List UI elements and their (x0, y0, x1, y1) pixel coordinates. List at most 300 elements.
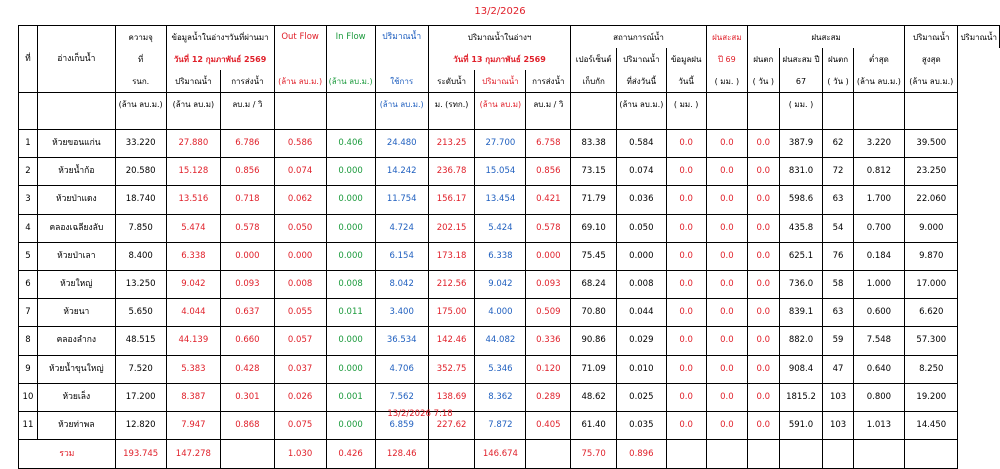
usable-volume: 7.562 (375, 383, 428, 411)
max-volume: 39.500 (905, 130, 958, 158)
total-empty (526, 440, 571, 469)
total-percent: 75.70 (571, 440, 617, 469)
percent-sub: เก็บกัก (571, 70, 617, 93)
reservoir-name: ห้วยน้ำขุนใหญ่ (37, 355, 115, 383)
rain-69: 0.0 (706, 270, 747, 298)
row-no: 8 (19, 327, 38, 355)
cur-volume: 15.054 (475, 158, 526, 186)
cur-release: 0.000 (526, 242, 571, 270)
water-level: 212.56 (428, 270, 475, 298)
release-today: 0.035 (617, 411, 667, 439)
cur-release: 0.289 (526, 383, 571, 411)
total-cur-volume: 146.674 (475, 440, 526, 469)
prev-release: 0.578 (221, 214, 274, 242)
rain-days-69: 0.0 (748, 355, 780, 383)
row-no: 3 (19, 186, 38, 214)
inflow: 0.000 (326, 411, 375, 439)
cur-volume: 13.454 (475, 186, 526, 214)
rain67-header: ฝนสะสม ปี (779, 48, 823, 70)
rain-days-69: 0.0 (748, 186, 780, 214)
release-today: 0.025 (617, 383, 667, 411)
max-volume: 57.300 (905, 327, 958, 355)
reservoir-name: ห้วยนา (37, 299, 115, 327)
water-level: 138.69 (428, 383, 475, 411)
cur-release: 0.120 (526, 355, 571, 383)
table-row (19, 130, 1000, 158)
spacer-cell (326, 115, 375, 130)
release-today: 0.008 (617, 270, 667, 298)
cur-volume: 9.042 (475, 270, 526, 298)
capacity: 7.850 (115, 214, 166, 242)
inflow: 0.000 (326, 158, 375, 186)
max-volume-unit: (ล้าน ลบ.ม.) (905, 70, 958, 93)
total-empty (748, 440, 780, 469)
prev-release: 0.000 (221, 242, 274, 270)
max-volume: 23.250 (905, 158, 958, 186)
prev-volume-header: ปริมาณน้ำ (166, 70, 221, 93)
inflow: 0.000 (326, 327, 375, 355)
table-row (19, 214, 1000, 242)
rain-today: 0.0 (666, 299, 706, 327)
rain-today: 0.0 (666, 383, 706, 411)
cur-volume: 27.700 (475, 130, 526, 158)
rain-67: 882.0 (779, 327, 823, 355)
prev-release: 0.428 (221, 355, 274, 383)
max-volume: 8.250 (905, 355, 958, 383)
prev-release: 0.868 (221, 411, 274, 439)
row-no: 6 (19, 270, 38, 298)
spacer-cell (526, 115, 571, 130)
rain-days-69: 0.0 (748, 242, 780, 270)
prev-release: 6.786 (221, 130, 274, 158)
inflow-sub (326, 48, 375, 70)
total-outflow: 1.030 (274, 440, 326, 469)
spacer-cell (779, 115, 823, 130)
rain-67: 1815.2 (779, 383, 823, 411)
total-capacity: 193.745 (115, 440, 166, 469)
rain-69: 0.0 (706, 158, 747, 186)
spacer-cell (37, 115, 115, 130)
cur-volume: 5.424 (475, 214, 526, 242)
rain-69: 0.0 (706, 130, 747, 158)
cur-release: 0.421 (526, 186, 571, 214)
outflow: 0.075 (274, 411, 326, 439)
reservoir-name: คลองเฉลียงลับ (37, 214, 115, 242)
cur-volume: 7.872 (475, 411, 526, 439)
prev-volume: 9.042 (166, 270, 221, 298)
min-volume: 0.600 (853, 299, 904, 327)
release-today-unit: (ล้าน ลบ.ม.) (617, 93, 667, 116)
unit-cell (571, 93, 617, 116)
rain-days67-unit: ( วัน ) (823, 70, 853, 93)
rain-67: 625.1 (779, 242, 823, 270)
percent-storage: 71.09 (571, 355, 617, 383)
rain-67: 591.0 (779, 411, 823, 439)
status-group-header: สถานการณ์น้ำ (571, 26, 706, 49)
water-level: 227.62 (428, 411, 475, 439)
spacer-cell (475, 115, 526, 130)
row-no: 2 (19, 158, 38, 186)
min-volume: 1.013 (853, 411, 904, 439)
rain-today: 0.0 (666, 158, 706, 186)
prev-volume: 6.338 (166, 242, 221, 270)
percent-storage: 83.38 (571, 130, 617, 158)
cur-volume: 4.000 (475, 299, 526, 327)
total-empty (905, 440, 958, 469)
col-reservoir-header: อ่างเก็บน้ำ (37, 26, 115, 93)
rain-days-67: 54 (823, 214, 853, 242)
reservoir-table (18, 25, 1000, 469)
rain-group-header: ฝนสะสม (748, 26, 905, 49)
max-volume: 9.000 (905, 214, 958, 242)
capacity: 17.200 (115, 383, 166, 411)
max-volume-header: ปริมาณน้ำ (958, 26, 1000, 49)
percent-storage: 75.45 (571, 242, 617, 270)
prev-group-header: ข้อมูลน้ำในอ่างฯวันที่ผ่านมา (166, 26, 274, 49)
rain-67: 831.0 (779, 158, 823, 186)
cur-release: 0.093 (526, 270, 571, 298)
outflow: 0.008 (274, 270, 326, 298)
outflow: 0.037 (274, 355, 326, 383)
cur-volume: 8.362 (475, 383, 526, 411)
rain-days69-header: ฝนตก (748, 48, 780, 70)
rain-69: 0.0 (706, 214, 747, 242)
table-header (19, 26, 1000, 130)
cur-release: 0.856 (526, 158, 571, 186)
rain69-header: ฝนสะสม (706, 26, 747, 49)
cur-volume: 5.346 (475, 355, 526, 383)
cur-volume-unit: (ล้าน ลบ.ม) (475, 93, 526, 116)
capacity-unit2: (ล้าน ลบ.ม.) (115, 93, 166, 116)
percent-storage: 90.86 (571, 327, 617, 355)
release-today: 0.044 (617, 299, 667, 327)
capacity: 5.650 (115, 299, 166, 327)
row-no: 9 (19, 355, 38, 383)
capacity-sub: ที่ (115, 48, 166, 70)
cur-volume: 44.082 (475, 327, 526, 355)
water-level: 213.25 (428, 130, 475, 158)
spacer-cell (617, 115, 667, 130)
rain-69: 0.0 (706, 355, 747, 383)
row-no: 11 (19, 411, 38, 439)
rain69-sub: ปี 69 (706, 48, 747, 70)
cur-volume-header: ปริมาณน้ำ (475, 70, 526, 93)
rain-69: 0.0 (706, 411, 747, 439)
percent-storage: 70.80 (571, 299, 617, 327)
rain-69: 0.0 (706, 186, 747, 214)
prev-volume: 7.947 (166, 411, 221, 439)
rain-days-69: 0.0 (748, 299, 780, 327)
percent-storage: 61.40 (571, 411, 617, 439)
unit-cell (19, 93, 38, 116)
prev-release: 0.660 (221, 327, 274, 355)
rain-days-67: 58 (823, 270, 853, 298)
total-inflow: 0.426 (326, 440, 375, 469)
table-row (19, 242, 1000, 270)
inflow: 0.000 (326, 355, 375, 383)
rain-days-67: 103 (823, 383, 853, 411)
inflow-header: In Flow (326, 26, 375, 49)
capacity: 8.400 (115, 242, 166, 270)
cur-release-header: การส่งน้ำ (526, 70, 571, 93)
rain-days67-header: ฝนตก (823, 48, 853, 70)
rain-today: 0.0 (666, 327, 706, 355)
rain-days-67: 63 (823, 186, 853, 214)
row-no: 10 (19, 383, 38, 411)
prev-release: 0.093 (221, 270, 274, 298)
prev-release: 0.301 (221, 383, 274, 411)
rain-days-69: 0.0 (748, 383, 780, 411)
spacer-cell (166, 115, 221, 130)
unit-cell (748, 93, 780, 116)
prev-volume: 5.474 (166, 214, 221, 242)
water-level: 142.46 (428, 327, 475, 355)
inflow: 0.008 (326, 270, 375, 298)
cur-volume: 6.338 (475, 242, 526, 270)
table-row (19, 186, 1000, 214)
rain67-unit: ( มม. ) (779, 93, 823, 116)
cur-group-header: ปริมาณน้ำในอ่างฯ (428, 26, 571, 49)
table-body (19, 130, 1000, 440)
water-level: 156.17 (428, 186, 475, 214)
capacity: 12.820 (115, 411, 166, 439)
cur-release: 0.509 (526, 299, 571, 327)
release-today: 0.010 (617, 355, 667, 383)
rain-67: 839.1 (779, 299, 823, 327)
row-no: 1 (19, 130, 38, 158)
rain-today-unit: ( มม. ) (666, 93, 706, 116)
prev-date-header: วันที่ 12 กุมภาพันธ์ 2569 (166, 48, 274, 70)
spacer-cell (221, 115, 274, 130)
release-today: 0.584 (617, 130, 667, 158)
total-empty (221, 440, 274, 469)
water-level: 202.15 (428, 214, 475, 242)
reservoir-name: ห้วยขอนแก่น (37, 130, 115, 158)
release-today: 0.029 (617, 327, 667, 355)
reservoir-name: ห้วยใหญ่ (37, 270, 115, 298)
max-volume: 17.000 (905, 270, 958, 298)
unit-cell (823, 93, 853, 116)
spacer-cell (115, 115, 166, 130)
reservoir-name: ห้วยท่าพล (37, 411, 115, 439)
capacity: 48.515 (115, 327, 166, 355)
spacer-cell (853, 115, 904, 130)
rain-days-67: 76 (823, 242, 853, 270)
rain-days-69: 0.0 (748, 158, 780, 186)
row-no: 7 (19, 299, 38, 327)
inflow: 0.011 (326, 299, 375, 327)
rain67-sub: 67 (779, 70, 823, 93)
rain-days-67: 63 (823, 299, 853, 327)
usable-sub (375, 48, 428, 70)
capacity: 13.250 (115, 270, 166, 298)
total-label: รวม (19, 440, 116, 469)
rain-today: 0.0 (666, 130, 706, 158)
rain-67: 736.0 (779, 270, 823, 298)
rain-today: 0.0 (666, 355, 706, 383)
rain-days-69: 0.0 (748, 270, 780, 298)
table-row (19, 299, 1000, 327)
outflow-sub (274, 48, 326, 70)
table-row (19, 327, 1000, 355)
min-volume: 0.812 (853, 158, 904, 186)
cur-date-header: วันที่ 13 กุมภาพันธ์ 2569 (428, 48, 571, 70)
spacer-cell (823, 115, 853, 130)
prev-volume: 44.139 (166, 327, 221, 355)
min-volume: 0.184 (853, 242, 904, 270)
water-level: 236.78 (428, 158, 475, 186)
usable-volume: 11.754 (375, 186, 428, 214)
prev-release: 0.637 (221, 299, 274, 327)
report-date: 13/2/2026 (474, 6, 526, 17)
outflow-unit: (ล้าน ลบ.ม.) (274, 70, 326, 93)
inflow: 0.000 (326, 214, 375, 242)
spacer-cell (666, 115, 706, 130)
min-volume-unit: (ล้าน ลบ.ม.) (853, 70, 904, 93)
water-level-header: ระดับน้ำ (428, 70, 475, 93)
rain-days-69: 0.0 (748, 130, 780, 158)
usable-volume: 3.400 (375, 299, 428, 327)
min-volume: 7.548 (853, 327, 904, 355)
max-volume: 22.060 (905, 186, 958, 214)
inflow: 0.000 (326, 242, 375, 270)
capacity: 7.520 (115, 355, 166, 383)
usable-volume: 4.706 (375, 355, 428, 383)
unit-cell (274, 93, 326, 116)
total-empty (666, 440, 706, 469)
rain-67: 387.9 (779, 130, 823, 158)
col-capacity-header: ความจุ (115, 26, 166, 49)
spacer-cell (428, 115, 475, 130)
rain-69: 0.0 (706, 242, 747, 270)
prev-release: 0.718 (221, 186, 274, 214)
timestamp: 13/2/2026 7:18 (387, 409, 453, 419)
reservoir-name: คลองลำกง (37, 327, 115, 355)
rain-days69-unit: ( วัน ) (748, 70, 780, 93)
rain-today-header: ข้อมูลฝน (666, 48, 706, 70)
total-empty (779, 440, 823, 469)
percent-storage: 48.62 (571, 383, 617, 411)
water-level: 175.00 (428, 299, 475, 327)
spacer-cell (375, 115, 428, 130)
reservoir-name: ห้วยป่าแดง (37, 186, 115, 214)
prev-volume: 13.516 (166, 186, 221, 214)
row-no: 4 (19, 214, 38, 242)
unit-cell (905, 93, 958, 116)
capacity-unit: รนก. (115, 70, 166, 93)
inflow: 0.001 (326, 383, 375, 411)
total-empty (706, 440, 747, 469)
prev-release-header: การส่งน้ำ (221, 70, 274, 93)
outflow: 0.026 (274, 383, 326, 411)
outflow: 0.057 (274, 327, 326, 355)
prev-release-unit: ลบ.ม / วิ (221, 93, 274, 116)
col-no-header: ที่ (19, 26, 38, 93)
total-empty (823, 440, 853, 469)
usable-unit: (ล้าน ลบ.ม.) (375, 93, 428, 116)
release-today-header: ปริมาณน้ำ (617, 48, 667, 70)
min-volume-sub: ต่ำสุด (853, 48, 904, 70)
cur-release: 0.405 (526, 411, 571, 439)
min-volume: 0.700 (853, 214, 904, 242)
reservoir-name: ห้วยเล็ง (37, 383, 115, 411)
prev-volume: 15.128 (166, 158, 221, 186)
usable-volume: 6.154 (375, 242, 428, 270)
rain-today: 0.0 (666, 242, 706, 270)
outflow: 0.586 (274, 130, 326, 158)
table-row (19, 158, 1000, 186)
total-usable: 128.46 (375, 440, 428, 469)
rain69-unit: ( มม. ) (706, 70, 747, 93)
rain-today: 0.0 (666, 186, 706, 214)
inflow: 0.000 (326, 186, 375, 214)
outflow-header: Out Flow (274, 26, 326, 49)
spacer-cell (748, 115, 780, 130)
rain-days-69: 0.0 (748, 214, 780, 242)
inflow-unit: (ล้าน ลบ.ม.) (326, 70, 375, 93)
rain-days-69: 0.0 (748, 411, 780, 439)
unit-cell (326, 93, 375, 116)
outflow: 0.062 (274, 186, 326, 214)
water-level: 173.18 (428, 242, 475, 270)
row-no: 5 (19, 242, 38, 270)
rain-69: 0.0 (706, 383, 747, 411)
rain-67: 435.8 (779, 214, 823, 242)
cur-release: 0.578 (526, 214, 571, 242)
release-today-sub: ที่ส่งวันนี้ (617, 70, 667, 93)
percent-storage: 69.10 (571, 214, 617, 242)
table-row (19, 270, 1000, 298)
percent-storage: 68.24 (571, 270, 617, 298)
capacity: 33.220 (115, 130, 166, 158)
prev-volume: 5.383 (166, 355, 221, 383)
max-volume: 14.450 (905, 411, 958, 439)
max-volume-sub: สูงสุด (905, 48, 958, 70)
outflow: 0.000 (274, 242, 326, 270)
usable-volume: 14.242 (375, 158, 428, 186)
min-volume: 1.700 (853, 186, 904, 214)
outflow: 0.050 (274, 214, 326, 242)
table-footer (19, 440, 1000, 469)
rain-days-67: 103 (823, 411, 853, 439)
usable-volume: 36.534 (375, 327, 428, 355)
total-release: 0.896 (617, 440, 667, 469)
usable-volume: 24.480 (375, 130, 428, 158)
percent-storage: 71.79 (571, 186, 617, 214)
rain-today: 0.0 (666, 411, 706, 439)
usable-volume: 4.724 (375, 214, 428, 242)
reservoir-name: ห้วยน้ำก้อ (37, 158, 115, 186)
usable-volume: 8.042 (375, 270, 428, 298)
usable-volume: 6.859 (375, 411, 428, 439)
table-row (19, 383, 1000, 411)
total-prev-volume: 147.278 (166, 440, 221, 469)
spacer-cell (571, 115, 617, 130)
outflow: 0.074 (274, 158, 326, 186)
cur-release: 6.758 (526, 130, 571, 158)
percent-storage: 73.15 (571, 158, 617, 186)
total-empty (853, 440, 904, 469)
spacer-cell (905, 115, 958, 130)
prev-volume: 8.387 (166, 383, 221, 411)
rain-today: 0.0 (666, 214, 706, 242)
unit-cell (853, 93, 904, 116)
water-level-unit: ม. (รทก.) (428, 93, 475, 116)
rain-67: 598.6 (779, 186, 823, 214)
rain-days-69: 0.0 (748, 327, 780, 355)
unit-cell (37, 93, 115, 116)
release-today: 0.036 (617, 186, 667, 214)
